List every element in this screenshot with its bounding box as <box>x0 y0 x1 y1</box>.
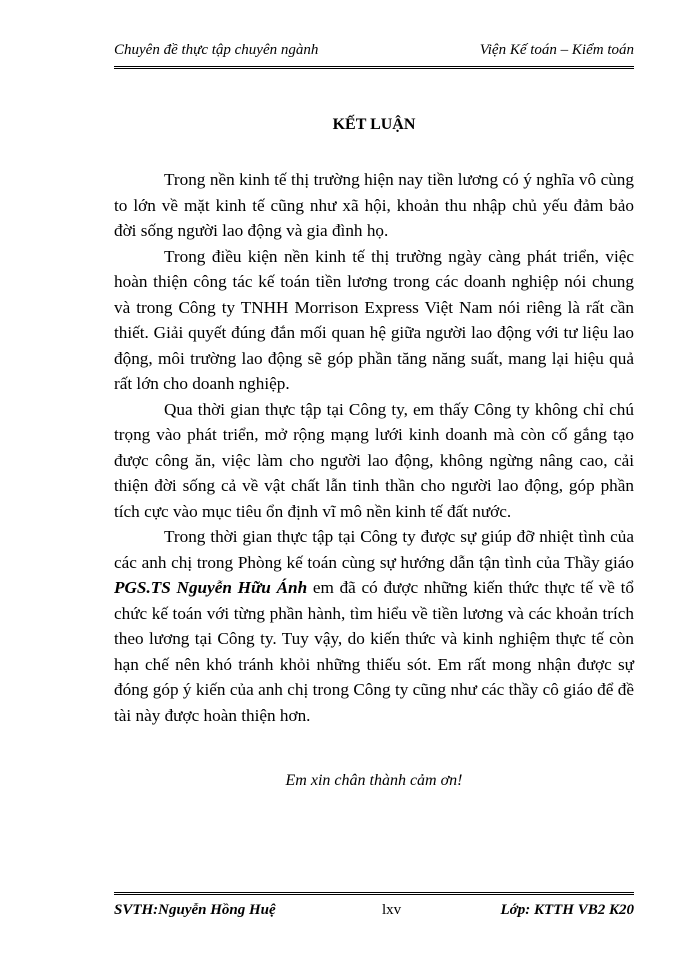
document-body <box>114 167 634 728</box>
closing-thanks: Em xin chân thành cảm ơn! <box>285 772 463 789</box>
paragraph-4-start: Trong thời gian thực tập tại Công ty được sự giúp đỡ nhiệt tình của các anh chị trong Phòng kế toán cùng sự hướng dẫn tận tình của Thầy giáo <box>114 527 634 572</box>
paragraph-3: Qua thời gian thực tập tại Công ty, em thấy Công ty không chỉ chú trọng vào phát triển, mở rộng mạng lưới kinh doanh mà còn cố gắng tạo được công ăn, việc làm cho người lao động, không ngừng nâng cao, cải thiện đời sống cả về vật chất lẫn tinh thần cho người lao động, góp phần tích cực vào mục tiêu ổn định vĩ mô nền kinh tế đất nước. <box>114 399 634 521</box>
paragraph-4 <box>114 524 634 728</box>
page-footer <box>114 892 634 927</box>
footer-student: SVTH:Nguyễn Hồng Huệ <box>114 902 276 918</box>
paragraph-1: Trong nền kinh tế thị trường hiện nay tiền lương có ý nghĩa vô cùng to lớn về mặt kinh tế cũng như xã hội, khoản thu nhập chủ yếu đảm bảo đời sống người lao động và gia đình họ. <box>114 170 634 240</box>
paragraph-4-end: em đã có được những kiến thức thực tế về tổ chức kế toán với từng phần hành, tìm hiểu về tiền lương và các khoản trích theo lương tại Công ty. Tuy vậy, do kiến thức và kinh nghiệm thực tế còn hạn chế nên khó tránh khỏi những thiếu sót. Em rất mong nhận được sự đóng góp ý kiến của anh chị trong Công ty cũng như các thầy cô giáo để đề tài này được hoàn thiện hơn. <box>114 578 634 725</box>
page-number: lxv <box>382 902 402 918</box>
advisor-name: PGS.TS Nguyễn Hữu Ánh <box>114 578 308 597</box>
paragraph-2: Trong điều kiện nền kinh tế thị trường ngày càng phát triển, việc hoàn thiện công tác kế toán tiền lương trong các doanh nghiệp nói chung và trong Công ty TNHH Morrison Express Việt Nam nói riêng là rất cần thiết. Giải quyết đúng đắn mối quan hệ giữa người lao động với tư liệu lao động, môi trường lao động sẽ góp phần tăng năng suất, mang lại hiệu quả rất lớn cho doanh nghiệp. <box>114 246 634 393</box>
header-right-text: Viện Kế toán – Kiểm toán <box>479 42 634 58</box>
header-left-text: Chuyên đề thực tập chuyên ngành <box>114 42 319 58</box>
page-header <box>114 40 634 69</box>
footer-class: Lớp: KTTH VB2 K20 <box>500 902 634 918</box>
page-title: KẾT LUẬN <box>332 116 416 133</box>
